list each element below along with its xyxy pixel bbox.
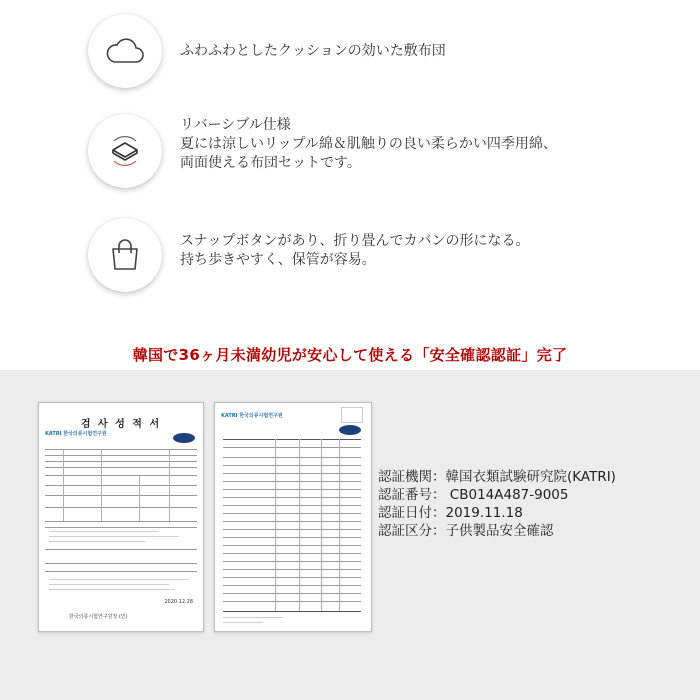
feature-text — [180, 116, 557, 173]
feature-icon-circle — [88, 218, 162, 292]
certification-category: 認証区分：子供製品安全確認 — [378, 523, 554, 539]
katri-badge — [173, 433, 195, 443]
feature-icon-circle — [88, 114, 162, 188]
feature-bag — [88, 218, 688, 298]
feature-text — [180, 42, 446, 61]
feature-line: 両面使える布団セットです。 — [180, 155, 361, 171]
document-org: KATRI 한국의류시험연구원 — [221, 413, 283, 419]
test-report-document — [38, 402, 204, 632]
document-title: 검 사 성 적 서 — [80, 419, 162, 430]
katri-badge — [339, 425, 361, 435]
document-org: KATRI 한국의류시험연구원 — [45, 431, 107, 437]
certification-number: 認証番号： CB014A487-9005 — [378, 487, 569, 503]
feature-line: 夏には涼しいリップル綿＆肌触りの良い柔らかい四季用綿、 — [180, 136, 557, 152]
feature-text — [180, 232, 529, 270]
feature-line: ふわふわとしたクッションの効いた敷布団 — [180, 43, 446, 59]
document-stamp — [341, 407, 363, 423]
document-issuer: 한국의류시험연구원장 (인) — [69, 614, 128, 620]
document-date: 2020.12.28 — [164, 599, 193, 605]
feature-line: 持ち歩きやすく、保管が容易。 — [180, 252, 376, 268]
reversible-cushion-icon — [101, 127, 149, 175]
shopping-bag-icon — [105, 235, 145, 275]
feature-reversible — [88, 114, 688, 194]
feature-icon-circle — [88, 14, 162, 88]
cloud-icon — [105, 36, 145, 66]
feature-cushion — [88, 14, 688, 94]
feature-line: スナップボタンがあり、折り畳んでカバンの形になる。 — [180, 233, 530, 249]
certificate-panel — [0, 370, 700, 700]
certification-info — [378, 468, 616, 540]
certification-date: 認証日付：2019.11.18 — [378, 505, 523, 521]
feature-line: リバーシブル仕様 — [180, 117, 291, 133]
certification-authority: 認証機関：韓国衣類試験研究院(KATRI) — [378, 469, 616, 485]
test-results-document — [214, 402, 372, 632]
certification-headline: 韓国で36ヶ月未満幼児が安心して使える「安全確認認証」完了 — [132, 346, 568, 364]
